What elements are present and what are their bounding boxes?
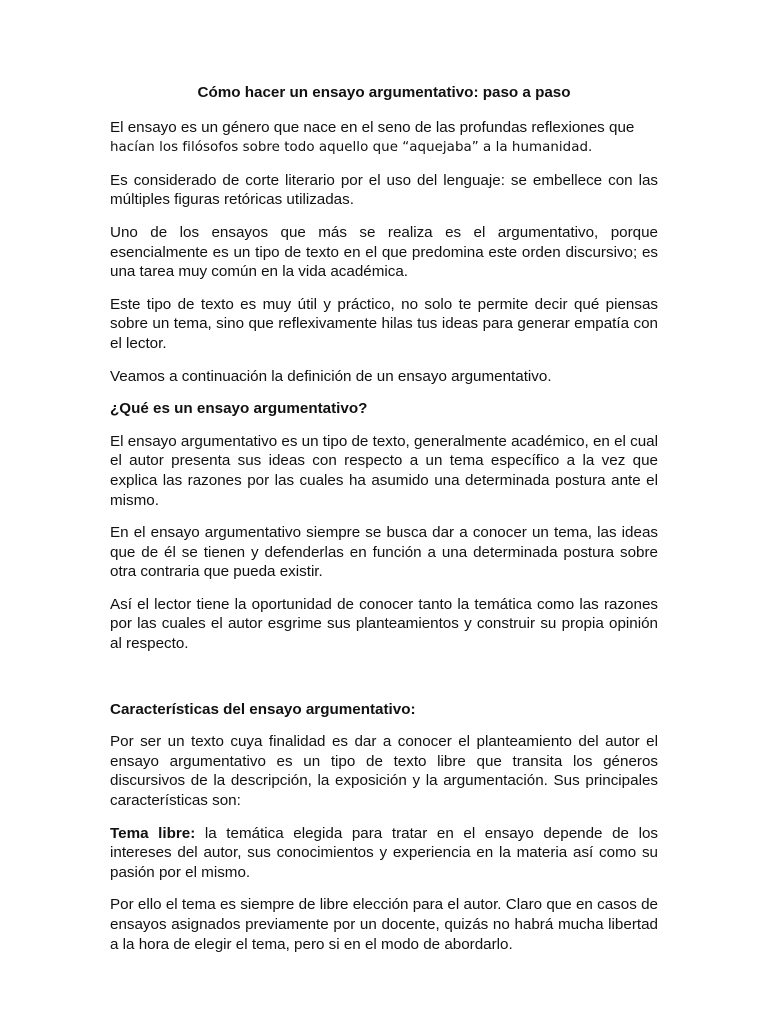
paragraph-topic-choice: Por ello el tema es siempre de libre elección para el autor. Claro que en casos de ensayos asignados previamente por un docente, quizás no habrá mucha libertad a la hora de elegir el tema, pero si en el modo de abordarlo. [110,896,658,953]
paragraph-free-topic [110,824,658,883]
paragraph-intro-line2: hacían los filósofos sobre todo aquello que “aquejaba” a la humanidad. [110,140,593,156]
paragraph-argumentative: Uno de los ensayos que más se realiza es el argumentativo, porque esencialmente es un tipo de texto en el que predomina este orden discursivo; es una tarea muy común en la vida académica. [110,223,658,281]
heading-what-is: ¿Qué es un ensayo argumentativo? [110,400,368,418]
paragraph-reader: Así el lector tiene la oportunidad de conocer tanto la temática como las razones por las cuales el autor esgrime sus planteamientos y construir su propia opinión al respecto. [110,595,658,653]
document-page [110,80,658,967]
paragraph-intro [110,118,658,158]
paragraph-definition-intro: Veamos a continuación la definición de un ensayo argumentativo. [110,367,552,385]
paragraph-purpose: En el ensayo argumentativo siempre se busca dar a conocer un tema, las ideas que de él se tienen y defenderlas en función a una determinada postura sobre otra contraria que pueda existir. [110,524,658,581]
heading-characteristics: Características del ensayo argumentativo: [110,700,416,718]
paragraph-definition: El ensayo argumentativo es un tipo de texto, generalmente académico, en el cual el autor presenta sus ideas con respecto a un tema específico a la vez que explica las razones por las cuales ha asumido una determinada postura ante el mismo. [110,432,658,509]
free-topic-label: Tema libre: [110,824,196,842]
paragraph-intro-line1: El ensayo es un género que nace en el seno de las profundas reflexiones que [110,118,635,136]
section-spacer [110,667,658,700]
paragraph-literary: Es considerado de corte literario por el uso del lenguaje: se embellece con las múltiples figuras retóricas utilizadas. [110,171,658,209]
paragraph-usefulness: Este tipo de texto es muy útil y práctico, no solo te permite decir qué piensas sobre un tema, sino que reflexivamente hilas tus ideas para generar empatía con el lector. [110,295,658,352]
document-title: Cómo hacer un ensayo argumentativo: paso a paso [197,84,571,101]
free-topic-text: la temática elegida para tratar en el ensayo depende de los intereses del autor, sus conocimientos y experiencia en la materia así como su pasión por el mismo. [110,824,658,881]
paragraph-characteristics-intro: Por ser un texto cuya finalidad es dar a conocer el planteamiento del autor el ensayo argumentativo es un tipo de texto libre que transita los géneros discursivos de la descripción, la exposición y la argumentación. Sus principales características son: [110,733,658,810]
